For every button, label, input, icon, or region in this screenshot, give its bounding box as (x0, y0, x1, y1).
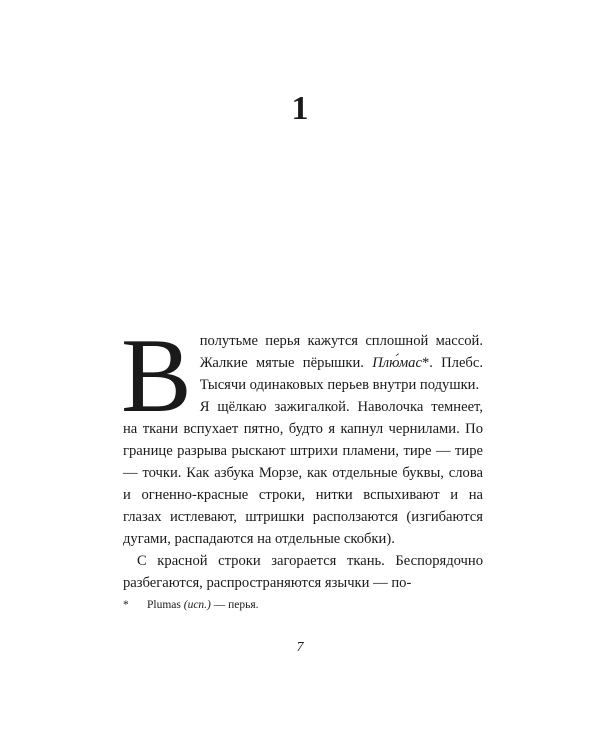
paragraph-1-part-1: полутьме перья кажутся сплошной массой. Жалкие мятые пёрышки. (199, 333, 483, 371)
footnote-marker: * (123, 599, 129, 611)
footnote (123, 598, 483, 612)
body-text (121, 317, 483, 594)
chapter-number: 1 (291, 90, 309, 127)
page-number: 7 (296, 640, 304, 655)
footnote-word: Plumas (147, 599, 181, 611)
paragraph-1-part-2: . Плебс. Тысячи одинаковых перьев внутри подушки. (199, 355, 483, 393)
footnote-definition: — перья. (210, 599, 259, 611)
paragraph-1 (121, 317, 483, 434)
drop-cap: В (121, 317, 192, 434)
footnote-abbreviation: (исп.) (183, 599, 211, 611)
italic-term: Плю́мас (372, 355, 422, 371)
paragraph-3: С красной строки загорается ткань. Беспорядочно разбегаются, распространяются язычки — по- (123, 553, 483, 591)
paragraph-2: Я щёлкаю зажигалкой. Наволочка темнеет, на ткани вспухает пятно, будто я капнул чернилами. По границе разрыва рыскают штрихи пламени, тире — тире — точки. Как азбука Морзе, как отдельные буквы, слова и огненно-красные строки, нитки вспыхивают и на глазах истлевают, штришки расползаются (изгибаются дугами, распадаются на отдельные скобки). (123, 399, 483, 547)
footnote-reference: * (421, 355, 430, 371)
